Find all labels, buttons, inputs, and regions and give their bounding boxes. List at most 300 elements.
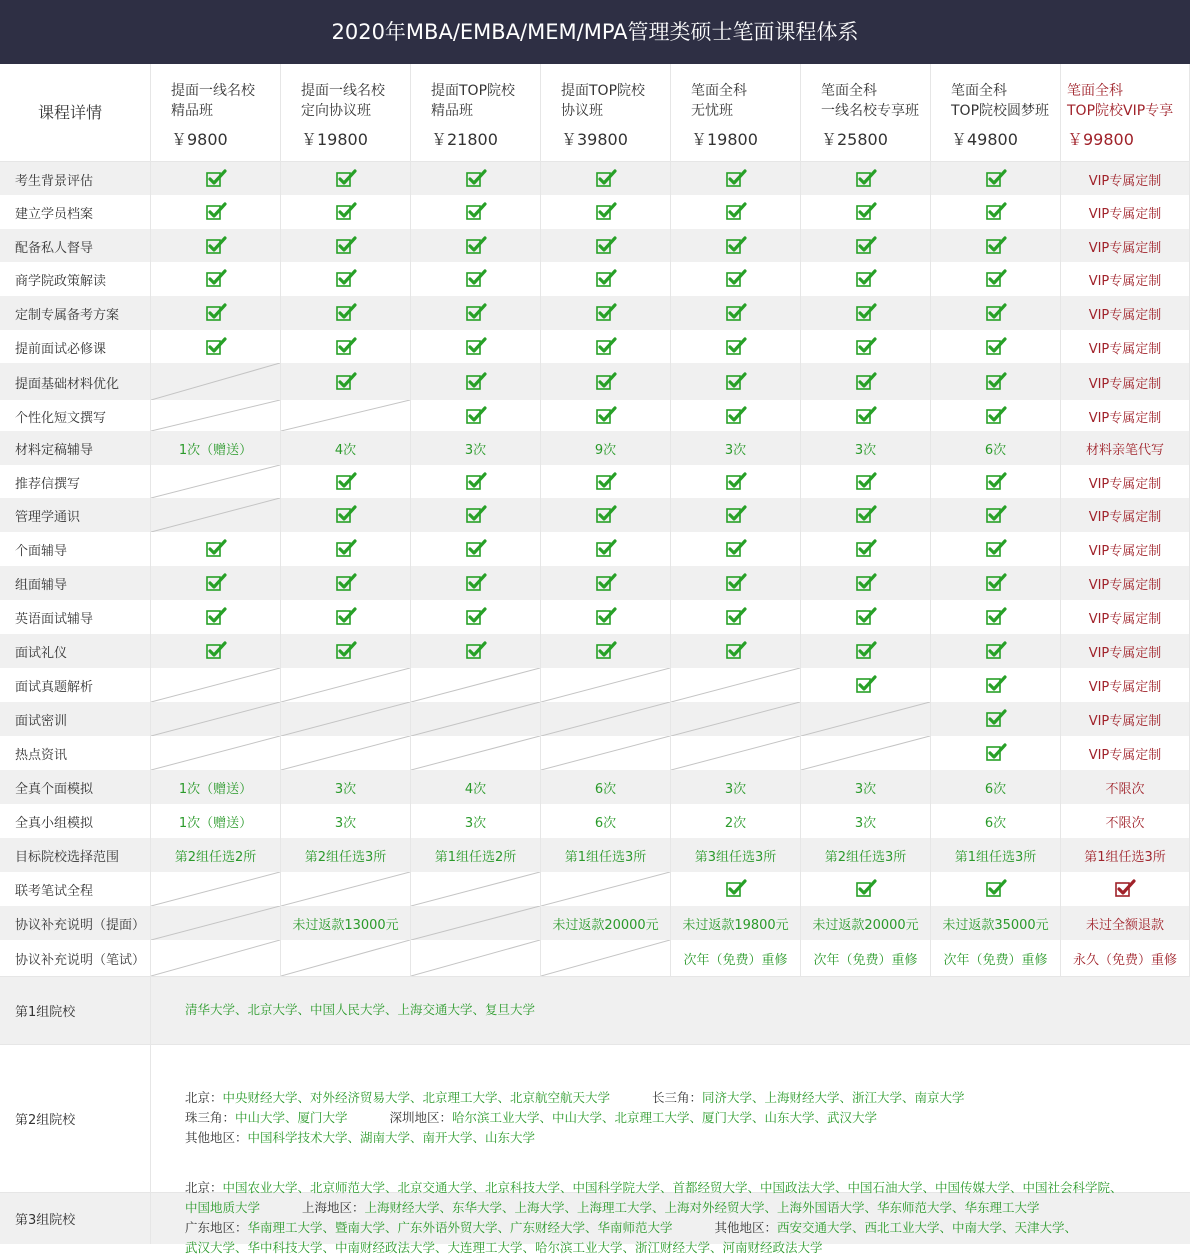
column-header-5	[671, 64, 801, 162]
row-label: 提面基础材料优化	[15, 376, 120, 392]
check-icon	[335, 538, 357, 560]
not-included-slash	[411, 736, 540, 770]
table-cell	[671, 229, 801, 262]
check-icon	[335, 201, 357, 223]
check-icon	[725, 336, 747, 358]
school-list	[185, 1178, 1123, 1258]
course-price: ￥9800	[171, 130, 228, 149]
school-list	[185, 1000, 535, 1020]
check-icon	[855, 302, 877, 324]
table-cell	[801, 400, 931, 431]
check-icon	[855, 405, 877, 427]
course-name	[561, 81, 645, 121]
table-cell	[671, 532, 801, 566]
course-name-line2: 精品班	[431, 103, 473, 119]
table-cell	[281, 600, 411, 634]
table-cell	[671, 838, 801, 872]
check-icon	[465, 201, 487, 223]
check-icon	[595, 538, 617, 560]
cell-value: 3次	[854, 782, 877, 797]
table-cell	[1061, 195, 1190, 229]
school-line	[185, 1218, 1123, 1238]
table-cell	[801, 770, 931, 804]
table-cell	[411, 770, 541, 804]
not-included-slash	[541, 940, 670, 976]
table-cell	[541, 532, 671, 566]
check-icon	[465, 371, 487, 393]
table-cell	[281, 330, 411, 363]
row-label-border	[0, 330, 151, 363]
cell-value: 3次	[334, 816, 357, 831]
row-label-border	[0, 195, 151, 229]
table-cell	[671, 634, 801, 668]
not-included-slash	[281, 668, 410, 702]
check-icon	[595, 168, 617, 190]
table-cell	[931, 634, 1061, 668]
check-icon	[985, 572, 1007, 594]
table-cell	[1061, 906, 1190, 940]
row-label-border	[0, 465, 151, 498]
check-icon	[335, 606, 357, 628]
row-label-border	[0, 600, 151, 634]
not-included-slash	[151, 906, 280, 940]
check-icon	[985, 878, 1007, 900]
table-cell	[541, 906, 671, 940]
not-included-slash	[541, 702, 670, 736]
table-cell	[281, 296, 411, 330]
table-cell	[151, 668, 281, 702]
row-label: 联考笔试全程	[15, 884, 94, 899]
not-included-slash	[151, 400, 280, 431]
school-group-label: 第2组院校	[15, 1113, 76, 1128]
check-icon	[335, 640, 357, 662]
cell-value: VIP专属定制	[1088, 510, 1162, 525]
table-cell	[151, 940, 281, 976]
table-cell	[541, 770, 671, 804]
check-icon	[335, 235, 357, 257]
check-icon	[465, 268, 487, 290]
table-cell	[411, 702, 541, 736]
not-included-slash	[541, 872, 670, 906]
check-icon	[205, 235, 227, 257]
table-cell	[151, 770, 281, 804]
cell-value: 3次	[464, 443, 487, 458]
table-cell	[541, 872, 671, 906]
table-cell	[281, 804, 411, 838]
table-cell	[151, 330, 281, 363]
check-icon	[985, 371, 1007, 393]
table-cell	[151, 498, 281, 532]
check-icon	[205, 268, 227, 290]
not-included-slash	[151, 498, 280, 532]
table-cell	[801, 262, 931, 296]
check-icon	[335, 302, 357, 324]
cell-value: VIP专属定制	[1088, 612, 1162, 627]
table-cell	[931, 195, 1061, 229]
table-cell	[411, 431, 541, 465]
not-included-slash	[151, 940, 280, 976]
row-label-border	[0, 229, 151, 262]
row-label-border	[0, 363, 151, 400]
cell-value: VIP专属定制	[1088, 173, 1162, 189]
check-icon	[465, 235, 487, 257]
not-included-slash	[671, 702, 800, 736]
row-label: 个面辅导	[15, 544, 68, 559]
table-cell	[151, 465, 281, 498]
table-cell	[801, 940, 931, 976]
check-icon	[335, 471, 357, 493]
table-cell	[931, 330, 1061, 363]
table-cell	[931, 872, 1061, 906]
table-cell	[1061, 838, 1190, 872]
course-name-line1: 笔面全科	[821, 83, 877, 99]
course-name-line2: 协议班	[561, 103, 603, 119]
course-name	[171, 81, 255, 121]
table-cell	[151, 162, 281, 195]
table-cell	[411, 634, 541, 668]
table-cell	[671, 600, 801, 634]
school-names: 中山大学、厦门大学	[235, 1110, 348, 1125]
table-cell	[541, 736, 671, 770]
check-icon	[725, 201, 747, 223]
not-included-slash	[411, 906, 540, 940]
course-name-line1: 提面一线名校	[301, 83, 385, 99]
cell-value: 第1组任选3所	[1084, 850, 1166, 865]
row-label: 全真小组模拟	[15, 816, 94, 831]
cell-value: 1次（赠送）	[178, 816, 253, 831]
cell-value: VIP专属定制	[1088, 274, 1162, 289]
check-icon	[985, 235, 1007, 257]
table-cell	[281, 465, 411, 498]
school-names: 清华大学、北京大学、中国人民大学、上海交通大学、复旦大学	[185, 1002, 536, 1017]
table-cell	[931, 566, 1061, 600]
table-cell	[151, 195, 281, 229]
cell-value: 第1组任选3所	[564, 850, 647, 865]
course-name-line1: 提面TOP院校	[561, 83, 646, 99]
table-cell	[541, 229, 671, 262]
page-title: 2020年MBA/EMBA/MEM/MPA管理类硕士笔面课程体系	[0, 0, 1190, 64]
row-label: 个性化短文撰写	[15, 410, 107, 426]
table-cell	[411, 363, 541, 400]
cell-value: VIP专属定制	[1088, 376, 1162, 392]
column-header-7	[931, 64, 1061, 162]
table-cell	[411, 532, 541, 566]
table-cell	[281, 940, 411, 976]
check-icon	[725, 405, 747, 427]
table-cell	[281, 363, 411, 400]
table-cell	[1061, 736, 1190, 770]
table-cell	[1061, 296, 1190, 330]
check-icon	[855, 168, 877, 190]
table-cell	[281, 400, 411, 431]
check-icon	[985, 336, 1007, 358]
table-cell	[411, 940, 541, 976]
school-group-label: 第3组院校	[15, 1213, 76, 1228]
table-cell	[801, 498, 931, 532]
table-cell	[931, 906, 1061, 940]
table-cell	[931, 804, 1061, 838]
cell-value: 未过返款13000元	[292, 918, 399, 933]
row-label: 全真个面模拟	[15, 782, 94, 797]
table-cell	[801, 702, 931, 736]
table-cell	[411, 906, 541, 940]
not-included-slash	[541, 736, 670, 770]
table-cell	[411, 838, 541, 872]
check-icon	[855, 504, 877, 526]
check-icon	[725, 640, 747, 662]
table-cell	[541, 634, 671, 668]
row-label-border	[0, 262, 151, 296]
cell-value: 3次	[854, 816, 877, 831]
not-included-slash	[151, 363, 280, 400]
school-group-row	[0, 976, 1190, 1044]
cell-value: 第2组任选2所	[174, 850, 257, 865]
check-icon	[855, 268, 877, 290]
region-label: 深圳地区：	[389, 1110, 453, 1125]
row-label-border	[0, 532, 151, 566]
cell-value: 3次	[464, 816, 487, 831]
table-cell	[931, 736, 1061, 770]
table-cell	[281, 770, 411, 804]
not-included-slash	[281, 736, 410, 770]
table-cell	[151, 363, 281, 400]
row-label: 定制专属备考方案	[15, 308, 120, 323]
row-label: 商学院政策解读	[15, 274, 107, 289]
table-cell	[281, 736, 411, 770]
row-label-border	[0, 668, 151, 702]
check-icon	[985, 168, 1007, 190]
column-header-6	[801, 64, 931, 162]
cell-value: 第1组任选3所	[954, 850, 1037, 865]
table-cell	[1061, 330, 1190, 363]
row-label: 推荐信撰写	[15, 476, 81, 492]
table-cell	[541, 296, 671, 330]
cell-value: 2次	[724, 816, 747, 831]
check-icon-vip	[1114, 878, 1136, 900]
check-icon	[725, 504, 747, 526]
row-label: 英语面试辅导	[15, 612, 94, 627]
row-label: 材料定稿辅导	[15, 443, 94, 458]
check-icon	[595, 572, 617, 594]
table-cell	[411, 498, 541, 532]
row-label: 热点资讯	[15, 748, 68, 763]
table-cell	[1061, 940, 1190, 976]
table-cell	[281, 838, 411, 872]
course-table	[0, 64, 1190, 1255]
check-icon	[595, 302, 617, 324]
course-name-line2: 一线名校专享班	[821, 103, 919, 119]
region-label: 北京：	[185, 1090, 223, 1105]
table-cell	[541, 262, 671, 296]
row-label-border	[0, 736, 151, 770]
school-names: 同济大学、上海财经大学、浙江大学、南京大学	[702, 1090, 965, 1105]
table-cell	[671, 702, 801, 736]
region-label: 上海地区：	[302, 1200, 365, 1215]
table-cell	[281, 668, 411, 702]
check-icon	[205, 201, 227, 223]
course-price: ￥39800	[561, 130, 628, 149]
row-label: 提前面试必修课	[15, 341, 107, 357]
row-label: 考生背景评估	[15, 173, 94, 189]
table-cell	[411, 296, 541, 330]
table-cell	[671, 363, 801, 400]
region-label: 其他地区：	[714, 1220, 778, 1235]
school-names: 华南理工大学、暨南大学、广东外语外贸大学、广东财经大学、华南师范大学	[247, 1220, 673, 1235]
school-names: 中国科学技术大学、湖南大学、南开大学、山东大学	[247, 1130, 536, 1145]
row-label-border	[0, 872, 151, 906]
cell-value: 不限次	[1105, 816, 1145, 831]
table-cell	[281, 162, 411, 195]
check-icon	[595, 235, 617, 257]
table-cell	[281, 566, 411, 600]
school-line	[185, 1198, 1123, 1218]
table-cell	[411, 668, 541, 702]
check-icon	[985, 201, 1007, 223]
school-names: 西安交通大学、西北工业大学、中南大学、天津大学、	[777, 1220, 1078, 1235]
table-cell	[671, 566, 801, 600]
table-cell	[541, 566, 671, 600]
table-cell	[801, 363, 931, 400]
check-icon	[725, 606, 747, 628]
cell-value: VIP专属定制	[1088, 578, 1162, 593]
table-cell	[411, 262, 541, 296]
row-label: 组面辅导	[15, 578, 68, 593]
check-icon	[465, 572, 487, 594]
table-cell	[281, 229, 411, 262]
table-cell	[541, 600, 671, 634]
table-cell	[541, 162, 671, 195]
cell-value: 未过返款19800元	[682, 918, 789, 933]
table-cell	[1061, 363, 1190, 400]
check-icon	[595, 336, 617, 358]
table-cell	[541, 400, 671, 431]
cell-value: 3次	[854, 443, 877, 458]
cell-value: 4次	[464, 782, 487, 797]
check-icon	[725, 235, 747, 257]
cell-value: 9次	[594, 443, 617, 458]
row-label-border	[0, 804, 151, 838]
check-icon	[725, 471, 747, 493]
not-included-slash	[151, 736, 280, 770]
table-cell	[281, 872, 411, 906]
table-cell	[931, 838, 1061, 872]
row-label: 面试礼仪	[15, 646, 68, 661]
course-price: ￥99800	[1067, 130, 1134, 149]
check-icon	[855, 572, 877, 594]
not-included-slash	[411, 702, 540, 736]
check-icon	[335, 504, 357, 526]
table-cell	[281, 634, 411, 668]
check-icon	[205, 336, 227, 358]
not-included-slash	[411, 668, 540, 702]
cell-value: 第2组任选3所	[824, 850, 907, 865]
row-label-border	[0, 940, 151, 976]
table-cell	[151, 804, 281, 838]
row-label-border	[0, 566, 151, 600]
cell-value: 1次（赠送）	[178, 782, 253, 797]
table-cell	[931, 498, 1061, 532]
course-price: ￥19800	[691, 130, 758, 149]
table-cell	[1061, 770, 1190, 804]
table-cell	[801, 634, 931, 668]
cell-value: 永久（免费）重修	[1072, 953, 1177, 968]
table-cell	[541, 465, 671, 498]
not-included-slash	[801, 702, 930, 736]
not-included-slash	[151, 668, 280, 702]
check-icon	[855, 201, 877, 223]
cell-value: VIP专属定制	[1088, 748, 1162, 763]
course-name	[691, 81, 747, 121]
check-icon	[855, 538, 877, 560]
row-label: 面试真题解析	[15, 680, 94, 695]
check-icon	[465, 302, 487, 324]
table-cell	[541, 702, 671, 736]
check-icon	[725, 878, 747, 900]
cell-value: VIP专属定制	[1088, 410, 1162, 426]
school-line	[185, 1000, 535, 1020]
not-included-slash	[801, 736, 930, 770]
table-cell	[671, 296, 801, 330]
cell-value: 材料亲笔代写	[1085, 443, 1164, 458]
check-icon	[985, 405, 1007, 427]
region-label: 北京：	[185, 1180, 223, 1195]
table-cell	[281, 431, 411, 465]
school-line	[185, 1128, 965, 1148]
table-cell	[931, 940, 1061, 976]
table-cell	[151, 872, 281, 906]
check-icon	[595, 606, 617, 628]
region-label: 长三角：	[652, 1090, 703, 1105]
not-included-slash	[671, 736, 800, 770]
check-icon	[985, 606, 1007, 628]
row-label-border	[0, 431, 151, 465]
table-cell	[931, 262, 1061, 296]
not-included-slash	[281, 940, 410, 976]
table-cell	[1061, 702, 1190, 736]
table-cell	[931, 770, 1061, 804]
row-label: 协议补充说明（笔试）	[15, 953, 146, 968]
table-cell	[281, 702, 411, 736]
check-icon	[205, 538, 227, 560]
table-cell	[151, 532, 281, 566]
table-cell	[801, 872, 931, 906]
row-label-border	[0, 634, 151, 668]
table-cell	[801, 229, 931, 262]
cell-value: 次年（免费）重修	[683, 953, 788, 968]
cell-value: VIP专属定制	[1088, 714, 1162, 729]
table-cell	[151, 736, 281, 770]
cell-value: 未过返款20000元	[812, 918, 919, 933]
check-icon	[595, 504, 617, 526]
check-icon	[595, 471, 617, 493]
course-price: ￥19800	[301, 130, 368, 149]
check-icon	[205, 168, 227, 190]
row-label-border	[0, 162, 151, 195]
table-cell	[1061, 229, 1190, 262]
cell-value: 3次	[724, 782, 747, 797]
table-cell	[151, 296, 281, 330]
column-header-8	[1061, 64, 1190, 162]
table-cell	[801, 566, 931, 600]
cell-value: VIP专属定制	[1088, 646, 1162, 661]
not-included-slash	[671, 668, 800, 702]
check-icon	[855, 235, 877, 257]
check-icon	[855, 336, 877, 358]
table-cell	[671, 465, 801, 498]
not-included-slash	[411, 940, 540, 976]
table-cell	[931, 465, 1061, 498]
table-cell	[1061, 532, 1190, 566]
